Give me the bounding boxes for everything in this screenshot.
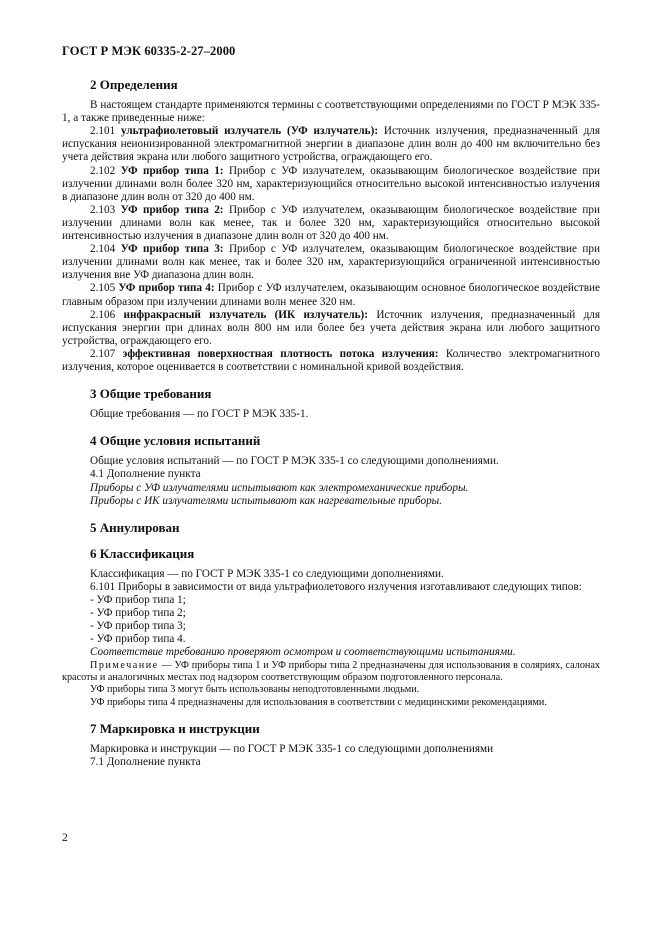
section-6-heading: 6 Классификация bbox=[90, 545, 195, 561]
section-6-text: Классификация — по ГОСТ Р МЭК 335-1 со следующими дополнениями. bbox=[90, 567, 444, 580]
page-number: 2 bbox=[62, 832, 68, 844]
definition-2-105: 2.105 УФ прибор типа 4: Прибор с УФ излучателем, оказывающим основное биологическое воздействие главным образом при излучении длинами волн менее 320 нм. bbox=[62, 282, 600, 308]
section-7-text: Маркировка и инструкции — по ГОСТ Р МЭК 335-1 со следующими дополнениями bbox=[90, 743, 494, 756]
section-4-text: Общие условия испытаний — по ГОСТ Р МЭК 335-1 со следующими дополнениями. bbox=[90, 455, 499, 468]
definition-2-102: 2.102 УФ прибор типа 1: Прибор с УФ излучателем, оказывающим биологическое воздействие при излучении длинами волн более 320 нм, характеризующийся относительно высокой интенсивностью излучения в диапазоне длин волн от 320 до 400 нм. bbox=[62, 164, 600, 203]
definition-2-106: 2.106 инфракрасный излучатель (ИК излучатель): Источник излучения, предназначенный для испускания энергии при длинах волн 800 нм или более без учета действия экрана или любого защитного устройства, ограждающего его. bbox=[62, 308, 601, 347]
section-7-1-subheading: 7.1 Дополнение пункта bbox=[90, 756, 201, 769]
type-list-item: - УФ прибор типа 4. bbox=[90, 633, 186, 646]
section-6-check: Соответствие требованию проверяют осмотром и соответствующими испытаниями. bbox=[90, 646, 516, 659]
section-6-note-type4: УФ приборы типа 4 предназначены для использования в соответствии с медицинскими рекомендациями. bbox=[90, 696, 547, 708]
definition-2-101: 2.101 ультрафиолетовый излучатель (УФ излучатель): Источник излучения, предназначенный для испускания неионизированной электромагнитной энергии в диапазоне длин волн до 400 нм включительно без учета действия экрана или любого защитного устройства, ограждающего его. bbox=[62, 125, 601, 164]
page-header: ГОСТ Р МЭК 60335-2-27–2000 bbox=[62, 44, 236, 58]
section-3-heading: 3 Общие требования bbox=[90, 386, 212, 402]
section-6-101: 6.101 Приборы в зависимости от вида ультрафиолетового излучения изготавливают следующих типов: bbox=[90, 581, 582, 593]
section-7-heading: 7 Маркировка и инструкции bbox=[90, 721, 260, 737]
section-6-note: Примечание — УФ приборы типа 1 и УФ приборы типа 2 предназначены для использования в соляриях, салонах красоты и аналогичных местах под надзором соответствующим образом подготовленного персонала. bbox=[62, 659, 600, 683]
page-content bbox=[62, 78, 600, 769]
section-2-intro: В настоящем стандарте применяются термины с соответствующими определениями по ГОСТ Р МЭК 335-1, а также приведенные ниже: bbox=[62, 99, 600, 125]
definition-2-107: 2.107 эффективная поверхностная плотность потока излучения: Количество электромагнитного излучения, которое оценивается в соответствии с номинальной кривой воздействия. bbox=[62, 347, 600, 373]
section-2-heading: 2 Определения bbox=[90, 77, 178, 92]
type-list-item: - УФ прибор типа 2; bbox=[90, 607, 186, 620]
section-3-text: Общие требования — по ГОСТ Р МЭК 335-1. bbox=[90, 408, 309, 421]
section-4-heading: 4 Общие условия испытаний bbox=[90, 433, 261, 449]
type-list-item: - УФ прибор типа 3; bbox=[90, 620, 186, 633]
definition-2-104: 2.104 УФ прибор типа 3: Прибор с УФ излучателем, оказывающим биологическое воздействие при излучении длинами волн как менее, так и более 320 нм, характеризующийся ограниченной интенсивностью излучения вне УФ диапазона длин волн. bbox=[62, 243, 600, 282]
section-4-1-subheading: 4.1 Дополнение пункта bbox=[90, 468, 201, 481]
section-5-heading: 5 Аннулирован bbox=[90, 519, 180, 535]
section-6-note-type3: УФ приборы типа 3 могут быть использованы неподготовленными людьми. bbox=[90, 684, 420, 696]
section-4-1-item-uv: Приборы с УФ излучателями испытывают как электромеханические приборы. bbox=[90, 481, 469, 494]
definition-2-103: 2.103 УФ прибор типа 2: Прибор с УФ излучателем, оказывающим биологическое воздействие при излучении длинами волн как менее, так и более 320 нм, характеризующийся относительно высокой интенсивностью излучения в диапазоне длин волн от 320 до 400 нм. bbox=[62, 203, 600, 243]
type-list-item: - УФ прибор типа 1; bbox=[90, 594, 186, 607]
section-4-1-item-ir: Приборы с ИК излучателями испытывают как нагревательные приборы. bbox=[90, 494, 443, 507]
